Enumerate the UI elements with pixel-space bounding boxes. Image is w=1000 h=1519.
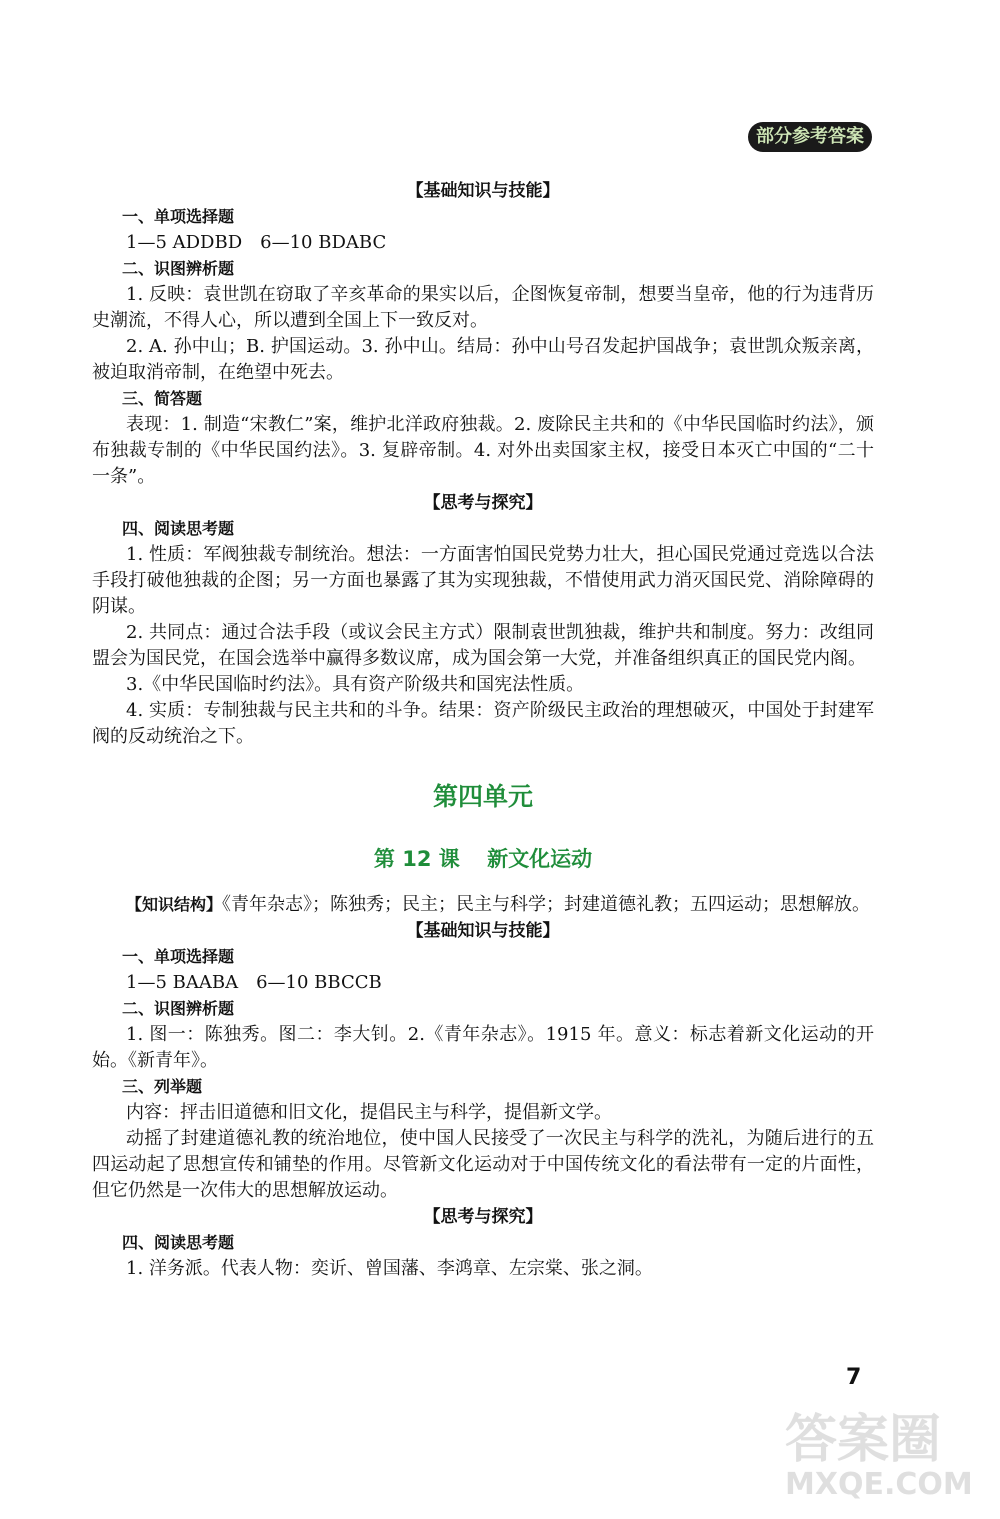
knowledge-label: 【知识结构】 <box>126 895 223 914</box>
question-heading: 一、单项选择题 <box>122 947 235 966</box>
page-content <box>92 178 874 1282</box>
answer-paragraph: 2. 共同点：通过合法手段（或议会民主方式）限制袁世凯独裁，维护共和制度。努力：改组同盟会为国民党，在国会选举中赢得多数议席，成为国会第一大党，并准备组织真正的国民党内阁。 <box>92 622 874 669</box>
question-heading: 四、阅读思考题 <box>122 1233 235 1252</box>
lesson-number: 第 12 课 <box>373 847 460 871</box>
knowledge-structure <box>92 892 874 918</box>
section-title: 【基础知识与技能】 <box>406 921 560 941</box>
section-title: 【基础知识与技能】 <box>406 181 560 201</box>
answer-paragraph: 动摇了封建道德礼教的统治地位，使中国人民接受了一次民主与科学的洗礼，为随后进行的五四运动起了思想宣传和铺垫的作用。尽管新文化运动对于中国传统文化的看法带有一定的片面性，但它仍然是一次伟大的思想解放运动。 <box>92 1128 874 1201</box>
answer-paragraph: 1. 反映：袁世凯在窃取了辛亥革命的果实以后，企图恢复帝制，想要当皇帝，他的行为违背历史潮流，不得人心，所以遭到全国上下一致反对。 <box>92 284 874 331</box>
section-title: 【思考与探究】 <box>423 1207 543 1227</box>
unit-title: 第四单元 <box>432 782 533 811</box>
watermark-line2: MXQE.COM <box>785 1467 973 1502</box>
answer-paragraph: 1. 图一：陈独秀。图二：李大钊。2.《青年杂志》。1915 年。意义：标志着新文化运动的开始。《新青年》。 <box>92 1024 874 1071</box>
lesson-title <box>92 842 874 876</box>
question-heading: 三、列举题 <box>122 1077 203 1096</box>
answer-paragraph: 1. 性质：军阀独裁专制统治。想法：一方面害怕国民党势力壮大，担心国民党通过竞选以合法手段打破他独裁的企图；另一方面也暴露了其为实现独裁，不惜使用武力消灭国民党、消除障碍的阴谋。 <box>92 544 874 617</box>
page-number: 7 <box>846 1365 862 1390</box>
watermark-line1: 答案圈 <box>785 1410 942 1470</box>
question-heading: 三、简答题 <box>122 389 203 408</box>
answer-line: 1—5 ADDBD 6—10 BDABC <box>126 232 387 253</box>
answer-paragraph: 内容：抨击旧道德和旧文化，提倡民主与科学，提倡新文学。 <box>126 1102 612 1123</box>
answer-paragraph: 1. 洋务派。代表人物：奕䜣、曾国藩、李鸿章、左宗棠、张之洞。 <box>126 1258 653 1279</box>
question-heading: 二、识图辨析题 <box>122 259 235 278</box>
answer-line: 1—5 BAABA 6—10 BBCCB <box>126 972 382 993</box>
lesson-name: 新文化运动 <box>487 847 593 871</box>
question-heading: 四、阅读思考题 <box>122 519 235 538</box>
question-heading: 二、识图辨析题 <box>122 999 235 1018</box>
answer-paragraph: 2. A. 孙中山；B. 护国运动。3. 孙中山。结局：孙中山号召发起护国战争；袁世凯众叛亲离，被迫取消帝制，在绝望中死去。 <box>92 336 874 383</box>
watermark-logo <box>785 1412 985 1512</box>
section-title: 【思考与探究】 <box>423 493 543 513</box>
answer-paragraph: 表现：1. 制造“宋教仁”案，维护北洋政府独裁。2. 废除民主共和的《中华民国临时约法》，颁布独裁专制的《中华民国约法》。3. 复辟帝制。4. 对外出卖国家主权，接受日本灭亡中国的“二十一条”。 <box>92 414 874 487</box>
answer-paragraph: 4. 实质：专制独裁与民主共和的斗争。结果：资产阶级民主政治的理想破灭，中国处于封建军阀的反动统治之下。 <box>92 700 874 747</box>
question-heading: 一、单项选择题 <box>122 207 235 226</box>
knowledge-text: 《青年杂志》；陈独秀；民主；民主与科学；封建道德礼教；五四运动；思想解放。 <box>222 894 871 915</box>
answer-paragraph: 3.《中华民国临时约法》。具有资产阶级共和国宪法性质。 <box>126 674 585 695</box>
answer-key-badge: 部分参考答案 <box>748 122 872 152</box>
